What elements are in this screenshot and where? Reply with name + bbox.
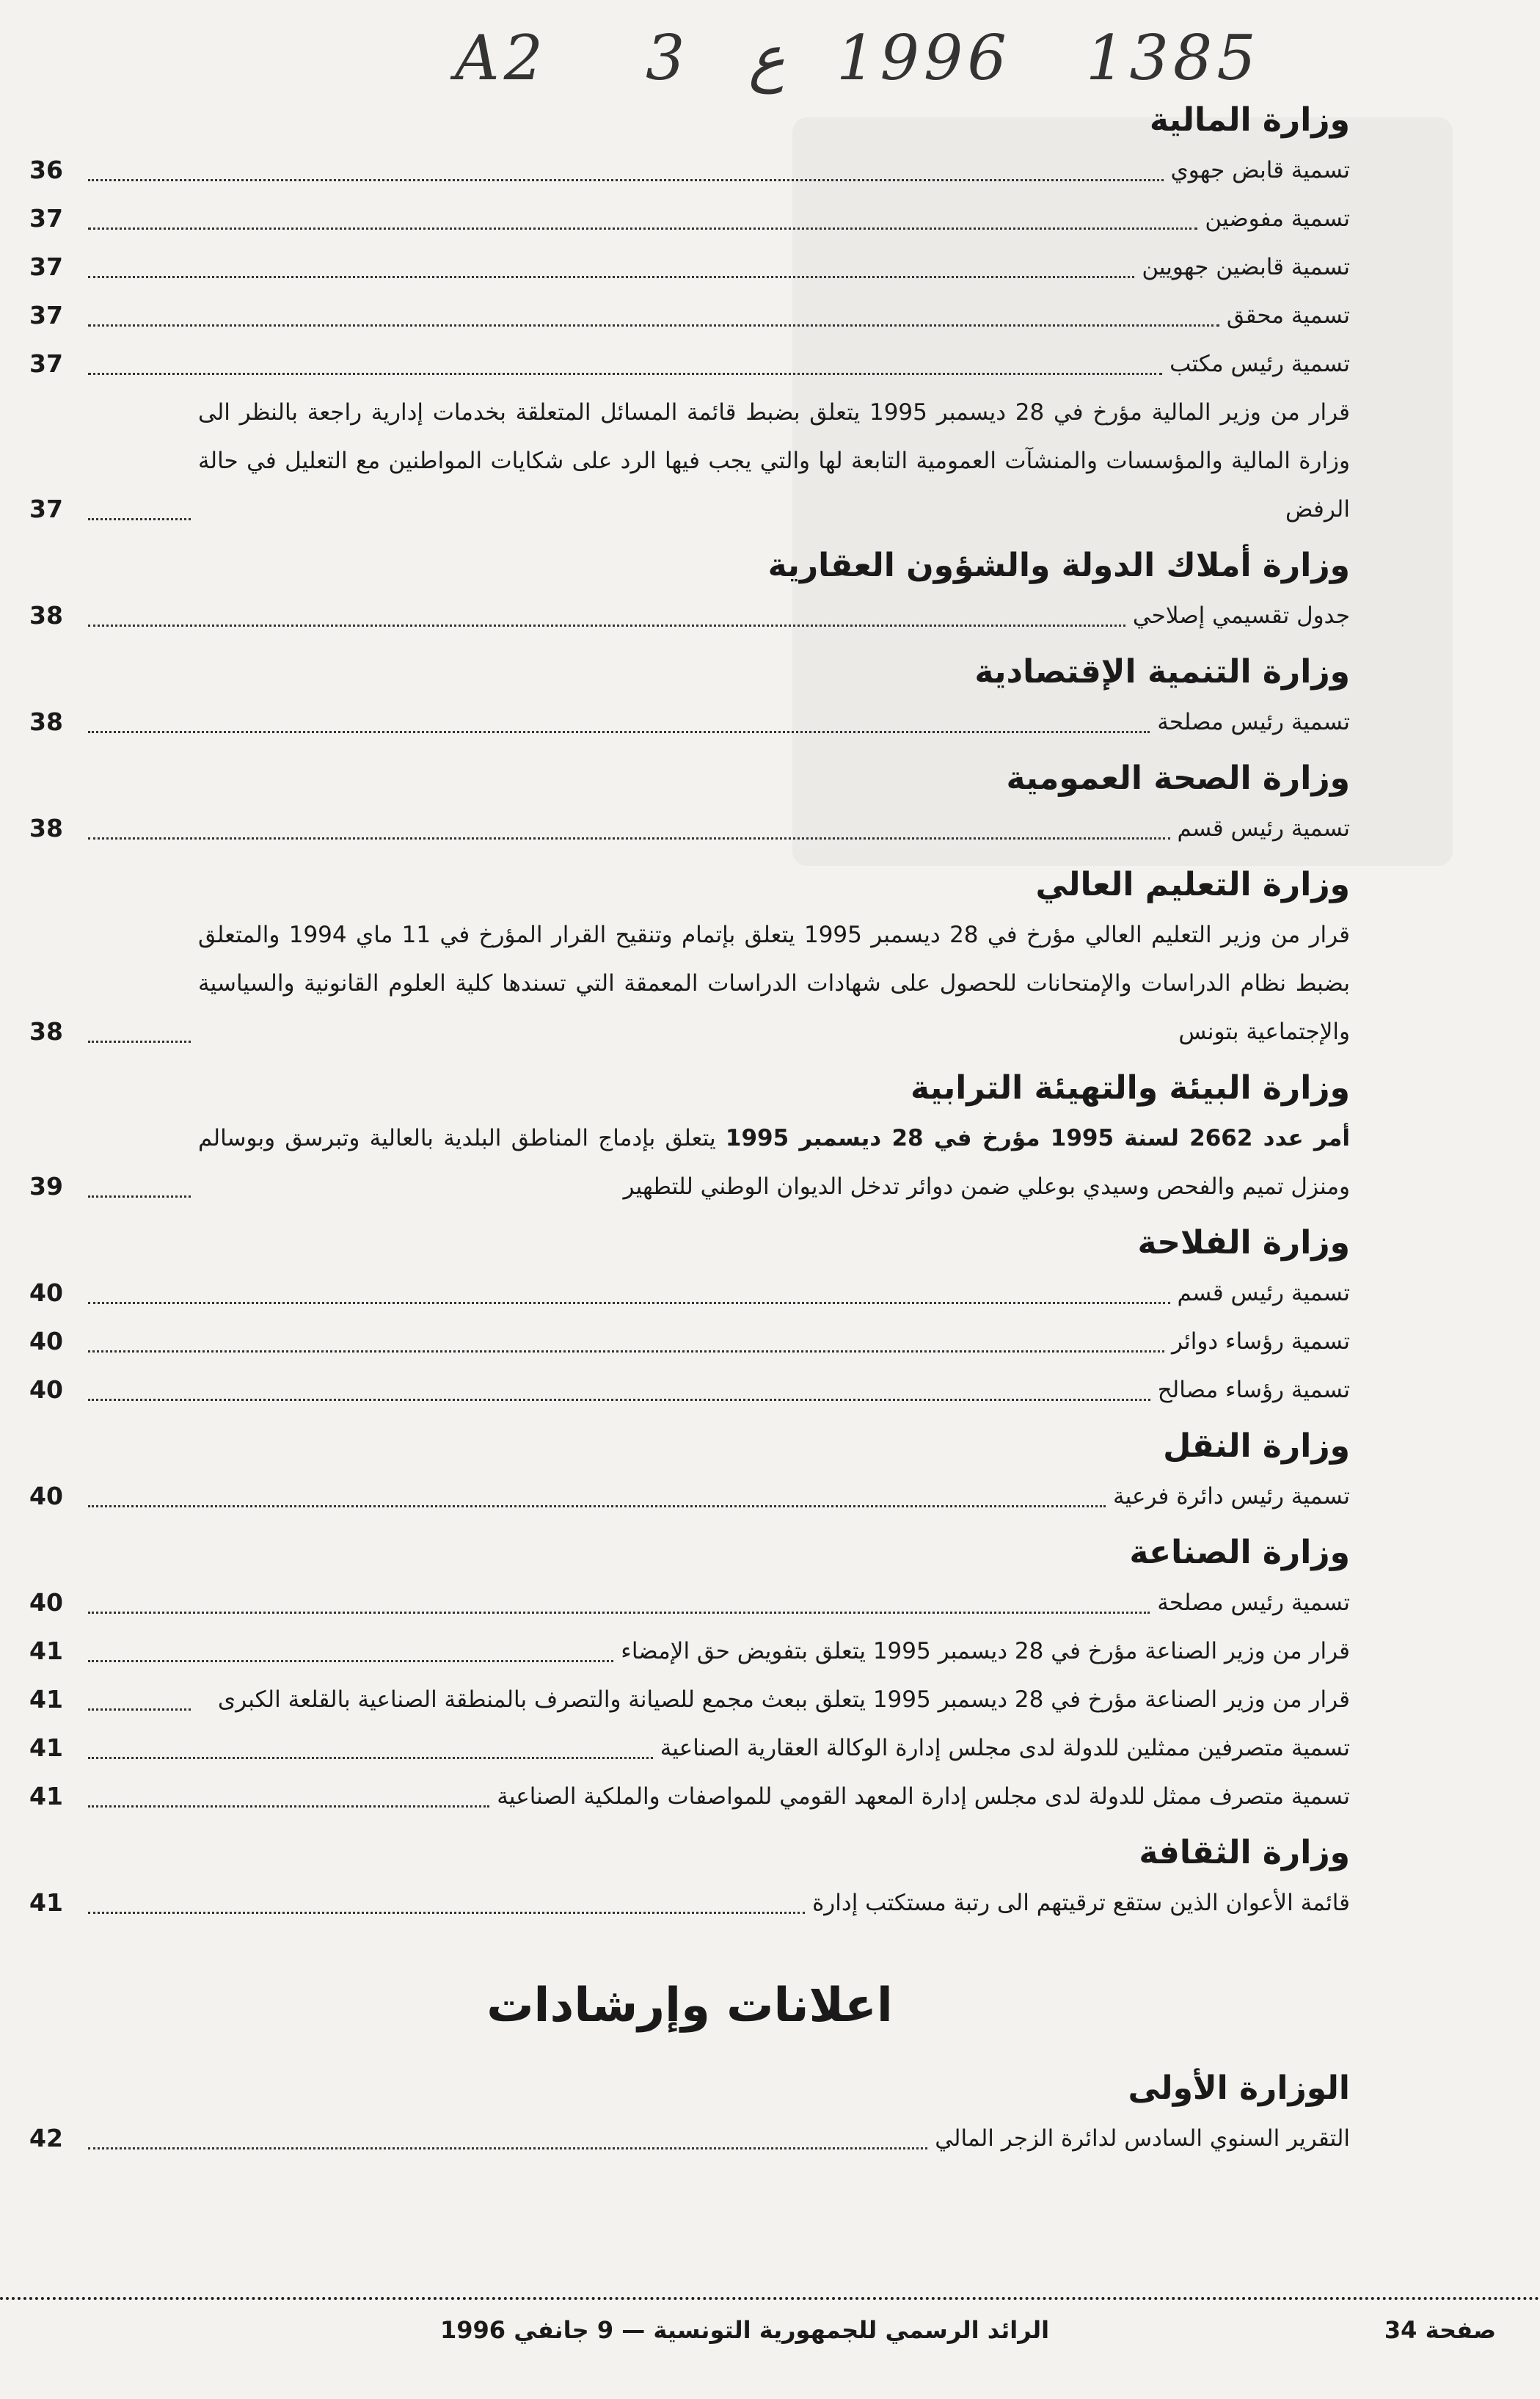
toc-entry[interactable]: تسمية محقق 37 (29, 301, 1350, 330)
handwritten-code: A2 (455, 22, 548, 94)
toc-entry[interactable]: تسمية رئيس قسم 38 (29, 814, 1350, 842)
toc-entry[interactable]: قرار من وزير الصناعة مؤرخ في 28 ديسمبر 1995 يتعلق بتفويض حق الإمضاء 41 (29, 1637, 1350, 1665)
handwritten-year: 1996 (836, 22, 1011, 94)
toc-entry[interactable]: جدول تقسيمي إصلاحي 38 (29, 601, 1350, 630)
toc-entry[interactable]: تسمية رئيس قسم 40 (29, 1278, 1350, 1307)
toc-entry-paragraph[interactable]: قرار من وزير التعليم العالي مؤرخ في 28 ديسمبر 1995 يتعلق بإتمام وتنقيح القرار المؤرخ في 11 ماي 1994 والمتعلق بضبط نظام الدراسات والإمتحانات للحصول على شهادات الدراسات المعمقة التي تسندها كلية العلوم القانونية والسياسية والإجتماعية بتونس 38 (29, 922, 1351, 1046)
toc-entry-paragraph[interactable]: أمر عدد 2662 لسنة 1995 مؤرخ في 28 ديسمبر 1995 يتعلق بإدماج المناطق البلدية بالعالية وتبرسق وبوسالم ومنزل تميم والفحص وسيدي بوعلي ضمن دوائر تدخل الديوان الوطني للتطهير 39 (29, 1125, 1350, 1201)
toc-entry[interactable]: التقرير السنوي السادس لدائرة الزجر المالي 42 (29, 2124, 1350, 2152)
toc-entry[interactable]: تسمية متصرف ممثل للدولة لدى مجلس إدارة المعهد القومي للمواصفات والملكية الصناعية 41 (29, 1782, 1350, 1810)
toc-entry-paragraph[interactable]: قرار من وزير الصناعة مؤرخ في 28 ديسمبر 1995 يتعلق ببعث مجمع للصيانة والتصرف بالمنطقة الصناعية بالقلعة الكبرى 41 (29, 1685, 1350, 1714)
section-title-transport: وزارة النقل (1163, 1427, 1350, 1465)
toc-entry[interactable]: تسمية رئيس مكتب 37 (29, 349, 1350, 378)
section-title-agriculture: وزارة الفلاحة (1137, 1224, 1350, 1262)
publication-title: الرائد الرسمي للجمهورية التونسية — 9 جانفي 1996 (440, 2316, 1050, 2344)
section-title-prime-ministry: الوزارة الأولى (1128, 2069, 1350, 2107)
page-footer (0, 2297, 1540, 2359)
toc-entry[interactable]: تسمية قابض جهوي 36 (29, 156, 1350, 184)
handwritten-number: 3 (646, 22, 690, 94)
toc-entry[interactable]: تسمية رؤساء مصالح 40 (29, 1375, 1350, 1404)
toc-entry[interactable]: تسمية رئيس دائرة فرعية 40 (29, 1482, 1350, 1510)
toc-entry[interactable]: تسمية رؤساء دوائر 40 (29, 1327, 1350, 1355)
toc-entry[interactable]: تسمية مفوضين 37 (29, 204, 1350, 233)
announcements-title: اعلانات وإرشادات (486, 1978, 893, 2033)
section-title-state-property: وزارة أملاك الدولة والشؤون العقارية (767, 547, 1350, 584)
handwritten-letter: ع (748, 22, 786, 94)
section-title-economic-development: وزارة التنمية الإقتصادية (974, 653, 1350, 691)
section-title-higher-education: وزارة التعليم العالي (1035, 866, 1350, 903)
toc-entry-paragraph[interactable]: قرار من وزير المالية مؤرخ في 28 ديسمبر 1995 يتعلق بضبط قائمة المسائل المتعلقة بخدمات إدارية راجعة بالنظر الى وزارة المالية والمؤسسات والمنشآت العمومية التابعة لها والتي يجب فيها الرد على شكايات المواطنين مع التعليل في حالة الرفض 37 (29, 399, 1350, 523)
toc-entry[interactable]: قائمة الأعوان الذين ستقع ترقيتهم الى رتبة مستكتب إدارة 41 (29, 1888, 1350, 1917)
section-title-environment: وزارة البيئة والتهيئة الترابية (911, 1069, 1350, 1107)
section-title-culture: وزارة الثقافة (1139, 1834, 1350, 1871)
toc-entry[interactable]: تسمية رئيس مصلحة 40 (29, 1588, 1350, 1617)
section-title-industry: وزارة الصناعة (1129, 1534, 1350, 1571)
table-of-contents (29, 88, 1350, 2163)
section-title-finance: وزارة المالية (1149, 101, 1350, 139)
toc-entry[interactable]: تسمية متصرفين ممثلين للدولة لدى مجلس إدارة الوكالة العقارية الصناعية 41 (29, 1733, 1350, 1762)
section-title-public-health: وزارة الصحة العمومية (1006, 760, 1350, 797)
page-number: صفحة 34 (1384, 2316, 1496, 2344)
handwritten-reference: 1385 (1086, 22, 1260, 94)
toc-entry[interactable]: تسمية قابضين جهويين 37 (29, 252, 1350, 281)
toc-entry[interactable]: تسمية رئيس مصلحة 38 (29, 707, 1350, 736)
